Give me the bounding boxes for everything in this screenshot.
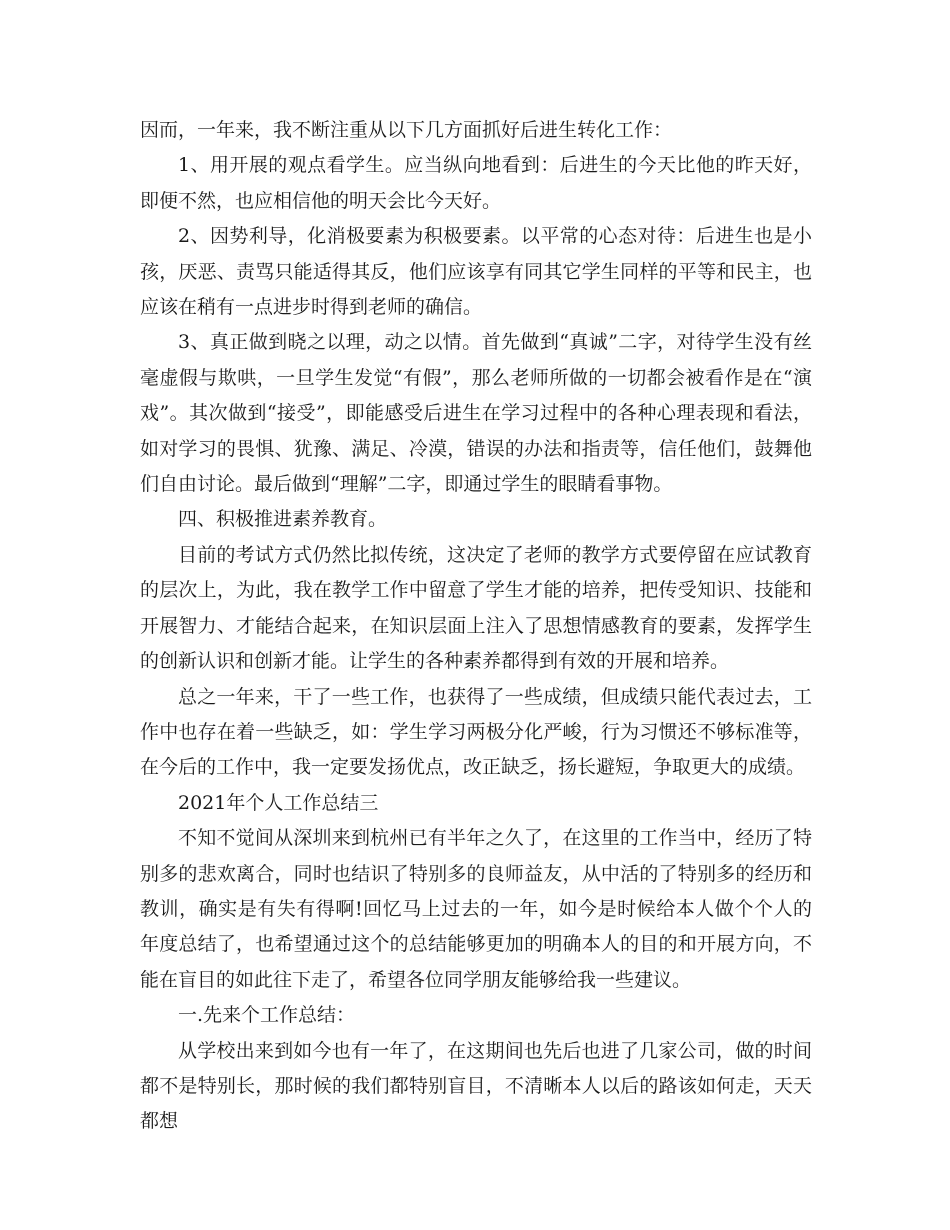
section-heading-4: 四、积极推进素养教育。 xyxy=(178,508,388,531)
document-body xyxy=(140,113,812,1140)
paragraph-summary: 总之一年来，干了一些工作，也获得了一些成绩，但成绩只能代表过去，工作中也存在着一些缺乏，如：学生学习两极分化严峻，行为习惯还不够标准等，在今后的工作中，我一定要发扬优点，改正缺乏，扬长避短，争取更大的成绩。 xyxy=(140,685,812,779)
paragraph-since-school: 从学校出来到如今也有一年了，在这期间也先后也进了几家公司，做的时间都不是特别长，那时候的我们都特别盲目，不清晰本人以后的路该如何走，天天都想 xyxy=(140,1039,812,1133)
paragraph-hangzhou: 不知不觉间从深圳来到杭州已有半年之久了，在这里的工作当中，经历了特别多的悲欢离合，同时也结识了特别多的良师益友，从中活的了特别多的经历和教训，确实是有失有得啊!回忆马上过去的一年，如今是时候给本人做个个人的年度总结了，也希望通过这个的总结能够更加的明确本人的目的和开展方向，不能在盲目的如此往下走了，希望各位同学朋友能够给我一些建议。 xyxy=(140,827,812,991)
paragraph-quality-education: 目前的考试方式仍然比拟传统，这决定了老师的教学方式要停留在应试教育的层次上，为此，我在教学工作中留意了学生才能的培养，把传受知识、技能和开展智力、才能结合起来，在知识层面上注入了思想情感教育的要素，发挥学生的创新认识和创新才能。让学生的各种素养都得到有效的开展和培养。 xyxy=(140,543,812,673)
paragraph-point-3: 3、真正做到晓之以理，动之以情。首先做到“真诚”二字，对待学生没有丝毫虚假与欺哄，一旦学生发觉“有假”，那么老师所做的一切都会被看作是在“演戏”。其次做到“接受”，即能感受后进生在学习过程中的各种心理表现和看法，如对学习的畏惧、犹豫、满足、冷漠，错误的办法和指责等，信任他们，鼓舞他们自由讨论。最后做到“理解”二字，即通过学生的眼睛看事物。 xyxy=(140,331,812,496)
section-title-2021: 2021年个人工作总结三 xyxy=(178,791,379,814)
paragraph-point-1: 1、用开展的观点看学生。应当纵向地看到：后进生的今天比他的昨天好，即便不然，也应相信他的明天会比今天好。 xyxy=(140,154,812,212)
paragraph-intro: 因而，一年来，我不断注重从以下几方面抓好后进生转化工作： xyxy=(140,119,673,141)
paragraph-point-2: 2、因势利导，化消极要素为积极要素。以平常的心态对待：后进生也是小孩，厌恶、责骂只能适得其反，他们应该享有同其它学生同样的平等和民主，也应该在稍有一点进步时得到老师的确信。 xyxy=(140,225,812,319)
section-heading-work-summary: 一.先来个工作总结： xyxy=(178,1004,356,1027)
